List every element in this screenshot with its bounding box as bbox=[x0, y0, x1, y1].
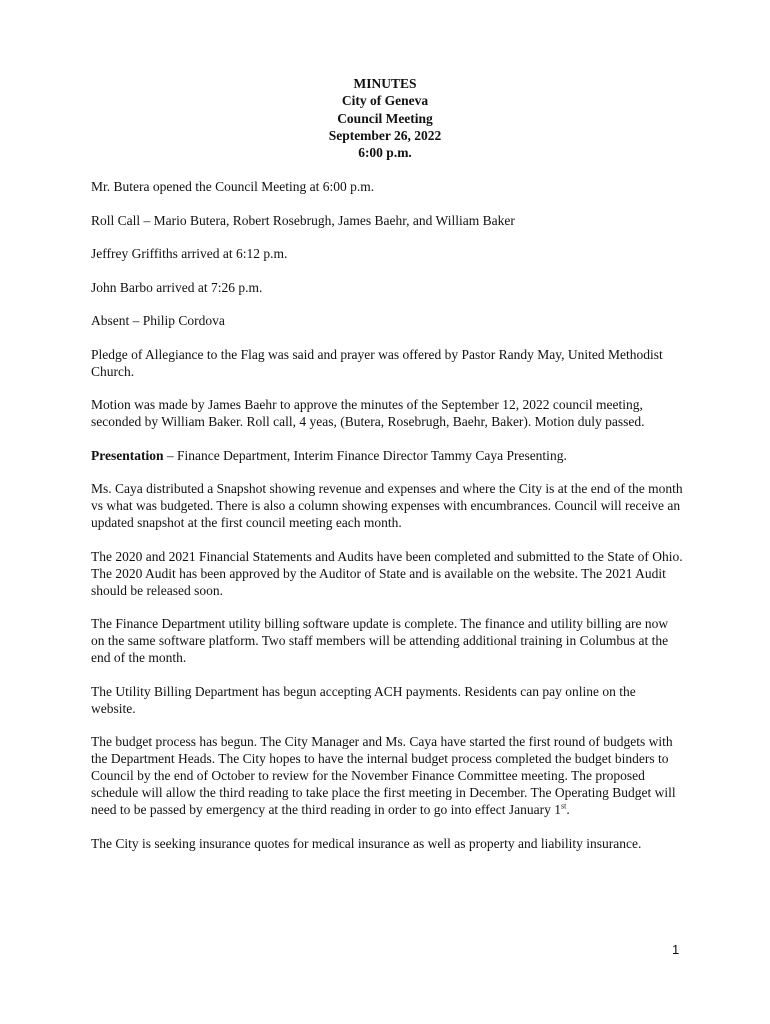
paragraph-audits: The 2020 and 2021 Financial Statements and Audits have been completed and submitted to the State of Ohio. The 2020 Audit has been approved by the Auditor of State and is available on the website. The 2021 Audit should be released soon. bbox=[91, 548, 683, 598]
presentation-text: – Finance Department, Interim Finance Director Tammy Caya Presenting. bbox=[163, 447, 567, 463]
budget-end: . bbox=[566, 802, 570, 817]
header-time: 6:00 p.m. bbox=[358, 145, 412, 161]
paragraph-ach: The Utility Billing Department has begun accepting ACH payments. Residents can pay online on the website. bbox=[91, 683, 636, 716]
presentation-label: Presentation bbox=[91, 447, 164, 463]
budget-superscript: st bbox=[560, 801, 567, 811]
paragraph-griffiths-arrival: Jeffrey Griffiths arrived at 6:12 p.m. bbox=[91, 246, 288, 261]
header-meeting-type: Council Meeting bbox=[337, 110, 433, 126]
paragraph-roll-call: Roll Call – Mario Butera, Robert Rosebrugh, James Baehr, and William Baker bbox=[91, 212, 515, 228]
paragraph-motion: Motion was made by James Baehr to approve the minutes of the September 12, 2022 council meeting, seconded by William Baker. Roll call, 4 yeas, (Butera, Rosebrugh, Baehr, Baker). Motion duly passed. bbox=[91, 397, 645, 429]
budget-text: The budget process has begun. The City Manager and Ms. Caya have started the first round of budgets with the Department Heads. The City hopes to have the internal budget process completed the budget binders to Council by the end of October to review for the November Finance Committee meeting. The proposed schedule will allow the third reading to take place the first meeting in December. The Operating Budget will need to be passed by emergency at the third reading in order to go into effect January 1 bbox=[91, 734, 676, 817]
page-number: 1 bbox=[672, 942, 680, 957]
paragraph-absent: Absent – Philip Cordova bbox=[91, 313, 225, 328]
paragraph-presentation bbox=[91, 447, 683, 464]
minutes-header bbox=[0, 75, 770, 161]
header-title: MINUTES bbox=[353, 76, 417, 91]
minutes-body bbox=[91, 178, 683, 868]
header-date: September 26, 2022 bbox=[328, 127, 442, 143]
paragraph-insurance: The City is seeking insurance quotes for medical insurance as well as property and liability insurance. bbox=[91, 835, 642, 851]
paragraph-software: The Finance Department utility billing software update is complete. The finance and utility billing are now on the same software platform. Two staff members will be attending additional training in Columbus at the end of the month. bbox=[91, 616, 669, 665]
paragraph-budget bbox=[91, 733, 683, 818]
paragraph-barbo-arrival: John Barbo arrived at 7:26 p.m. bbox=[91, 279, 263, 295]
header-city: City of Geneva bbox=[341, 93, 429, 109]
paragraph-opened: Mr. Butera opened the Council Meeting at 6:00 p.m. bbox=[91, 179, 375, 194]
paragraph-pledge: Pledge of Allegiance to the Flag was said and prayer was offered by Pastor Randy May, United Methodist Church. bbox=[91, 346, 663, 379]
paragraph-snapshot: Ms. Caya distributed a Snapshot showing revenue and expenses and where the City is at the end of the month vs what was budgeted. There is also a column showing expenses with encumbrances. Council will receive an updated snapshot at the first council meeting each month. bbox=[91, 481, 683, 530]
